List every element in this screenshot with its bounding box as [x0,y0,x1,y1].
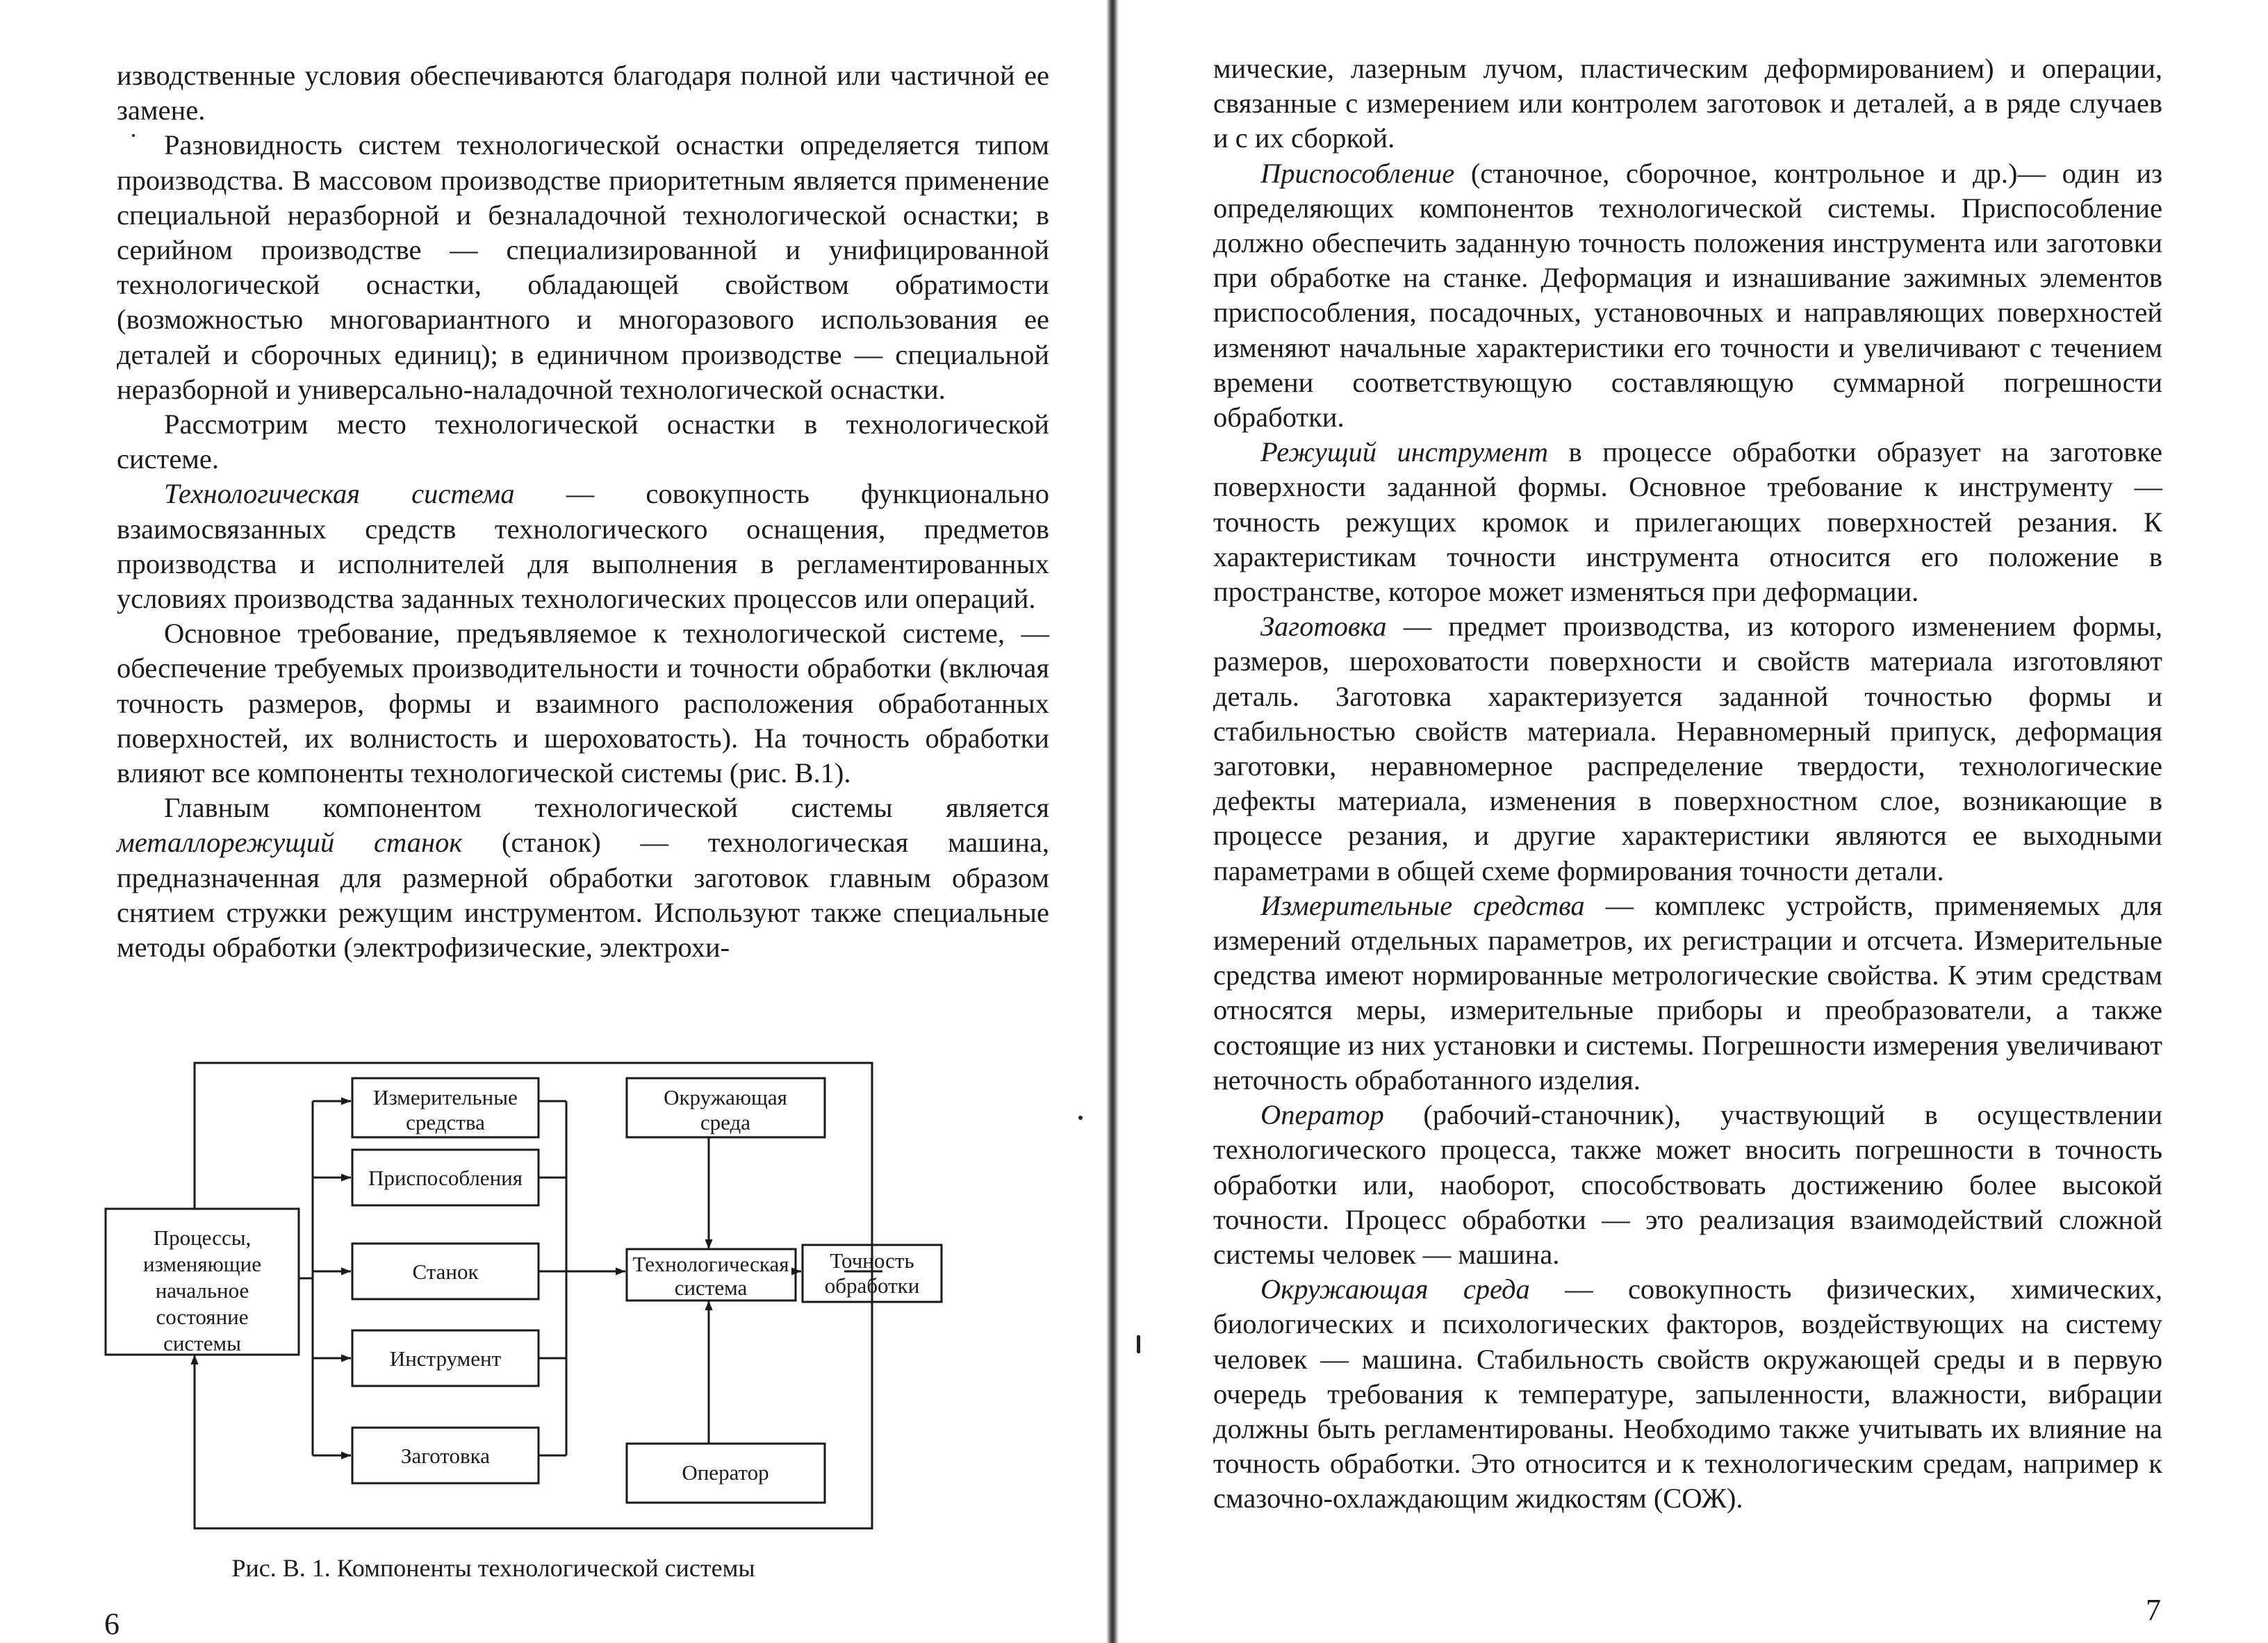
processes-label-3: начальное [155,1278,249,1303]
text-run: изводственные условия обеспечиваются благодаря полной или частичной ее замене. [117,60,1049,126]
text-run: — совокупность функционально взаимосвязанных средств технологического оснащения, предметов производства и исполнителей для выполнения в регламентированных условиях производства заданных технологических процессов или операций. [117,478,1049,615]
left-page [0,0,1112,1643]
tech-system-label-2: система [674,1275,748,1300]
accuracy-label-1: Точность [830,1248,914,1273]
text-run: в процессе обработки образует на заготовке поверхности заданной формы. Основное требование к инструменту — точность режущих кромок и прилегающих поверхностей резания. К характеристикам точности инструмента относится его положение в пространстве, которое может изменяться при деформации. [1213,436,2162,608]
term-italic: Окружающая среда [1260,1273,1530,1305]
text-run: Главным компонентом технологической системы является [164,792,1049,824]
text-run: (станочное, сборочное, контрольное и др.)— один из определяющих компонентов технологической системы. Приспособление должно обеспечить заданную точность положения инструмента или заготовки при обработке на станке. Деформация и изнашивание зажимных элементов приспособления, посадочных, установочных и направляющих поверхностей изменяют начальные характеристики его точности и увеличивают с течением времени соответствующую составляющую суммарной погрешности обработки. [1213,157,2162,434]
paragraph [117,58,1049,128]
environment-label-2: среда [700,1110,751,1134]
text-run: (рабочий-станочник), участвующий в осуществлении технологического процесса, также может вносить погрешности в точность обработки или, наоборот, способствовать достижению более высокой точности. Процесс обработки — это реализация взаимодействий сложной системы человек — машина. [1213,1099,2162,1270]
figure-caption: Рис. В. 1. Компоненты технологической системы [231,1554,755,1582]
paragraph [117,128,1049,407]
text-run: Основное требование, предъявляемое к технологической системе, — обеспечение требуемых производительности и точности обработки (включая точность размеров, формы и взаимного расположения обработанных поверхностей, их волнистость и шероховатость). На точность обработки влияют все компоненты технологической системы (рис. В.1). [117,618,1049,789]
text-run: Разновидность систем технологической оснастки определяется типом производства. В массовом производстве приоритетным является применение специальной неразборной и безналадочной технологической оснастки; в серийном производстве — специализированной и унифицированной технологической оснастки, обладающей свойством обратимости (возможностью многовариантного и многоразового использования ее деталей и сборочных единиц); в единичном производстве — специальной неразборной и универсально-наладочной технологической оснастки. [117,129,1049,405]
feedback-line-bottom [195,1271,872,1528]
processes-label-1: Процессы, [153,1225,252,1250]
right-page-text [1213,51,2162,1517]
right-page [1140,0,2268,1643]
accuracy-label-2: обработки [824,1273,920,1298]
paragraph [117,616,1049,791]
processes-label-4: состояние [156,1305,249,1329]
paragraph [1213,51,2162,156]
paragraph [1213,156,2162,436]
text-run: — комплекс устройств, применяемых для измерений отдельных параметров, их регистрации и отсчета. Измерительные средства имеют нормированные метрологические свойства. К этим средствам относятся меры, измерительные приборы и преобразователи, а также состоящие из них установки и системы. Погрешности измерения увеличивают неточность обработанного изделия. [1213,889,2162,1096]
term-italic: Технологическая система [164,478,515,510]
fixtures-label: Приспособления [368,1166,523,1190]
paragraph [117,477,1049,616]
text-run: Рассмотрим место технологической оснастки в технологической системе. [117,408,1049,475]
paragraph [1213,1272,2162,1516]
paragraph [1213,435,2162,609]
measuring-label-1: Измерительные [373,1085,518,1109]
processes-label-2: изменяющие [142,1252,262,1276]
paragraph [1213,1098,2162,1272]
operator-label: Оператор [682,1460,769,1485]
text-run: (станок) — технологическая машина, предназначенная для размерной обработки заготовок главным образом снятием стружки режущим инструментом. Используют также специальные методы обработки (электрофизические, электрохи- [117,827,1049,964]
term-italic: Приспособление [1260,157,1455,189]
term-italic: Заготовка [1260,611,1387,643]
tool-label: Инструмент [389,1346,502,1371]
paragraph [117,407,1049,477]
processes-label-5: системы [163,1331,241,1355]
page-number: 7 [2146,1593,2161,1627]
term-italic: Режущий инструмент [1260,436,1548,468]
text-run: — предмет производства, из которого изменением формы, размеров, шероховатости поверхности и свойств материала изготовляют деталь. Заготовка характеризуется заданной точностью формы и стабильностью свойств материала. Неравномерный припуск, деформация заготовки, неравномерное распределение твердости, технологические дефекты материала, изменения в поверхностном слое, возникающие в процессе резания, и другие характеристики являются ее выходными параметрами в общей схеме формирования точности детали. [1213,611,2162,886]
left-page-text [117,58,1049,965]
term-italic: Измерительные средства [1260,889,1585,921]
text-run: — совокупность физических, химических, биологических и психологических факторов, воздействующих на систему человек — машина. Стабильность свойств окружающей среды и в первую очередь требования к температуре, запыленности, влажности, вибрации должны быть регламентированы. Необходимо также учитывать их влияние на точность обработки. Это относится и к технологическим средам, например к смазочно-охлаждающим жидкостям (СОЖ). [1213,1273,2162,1514]
paragraph [117,791,1049,965]
text-run: мические, лазерным лучом, пластическим деформированием) и операции, связанные с измерением или контролем заготовок и деталей, а в ряде случаев и с их сборкой. [1213,53,2162,154]
workpiece-label: Заготовка [401,1444,490,1468]
machine-label: Станок [412,1260,479,1284]
tech-system-diagram [104,1063,920,1535]
tech-system-label-1: Технологическая [632,1252,789,1276]
term-italic: Оператор [1260,1099,1384,1131]
measuring-label-2: средства [406,1110,485,1134]
term-italic: металлорежущий станок [117,827,463,859]
paragraph [1213,609,2162,889]
environment-label-1: Окружающая [664,1085,787,1109]
page-number: 6 [104,1607,120,1641]
paragraph [1213,889,2162,1098]
